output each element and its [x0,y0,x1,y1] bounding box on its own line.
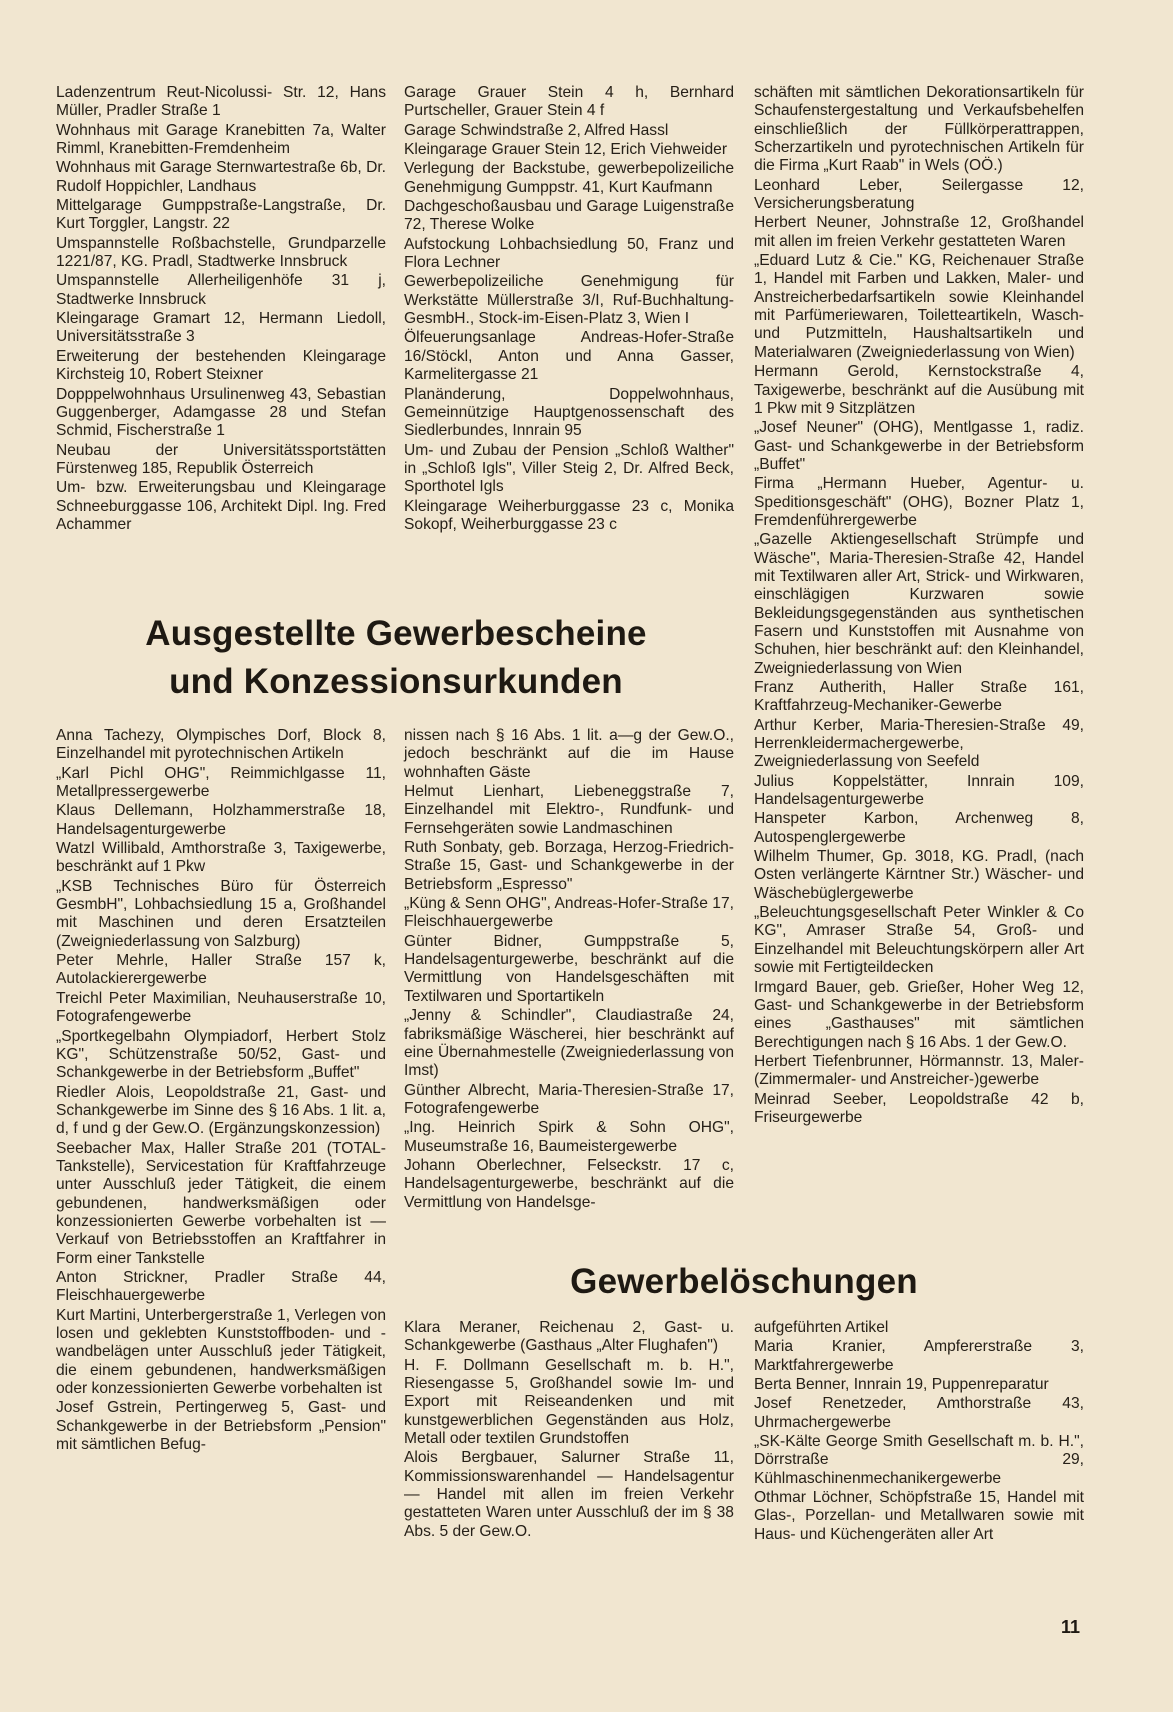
entry: „Ing. Heinrich Spirk & Sohn OHG", Museumstraße 16, Baumeistergewerbe [404,1119,734,1155]
entry: Leonhard Leber, Seilergasse 12, Versicherungsberatung [754,176,1084,213]
entry: Wilhelm Thumer, Gp. 3018, KG. Pradl, (nach Osten verlängerte Kärntner Str.) Wäscher- und Wäschebüglergewerbe [754,848,1084,902]
licences-column-1 [56,727,386,1455]
entry: Josef Gstrein, Pertingerweg 5, Gast- und Schankgewerbe in der Betriebsform „Pension" mit sämtlichen Befug- [56,1399,386,1454]
deletions-column-3 [754,1319,1084,1545]
entry: Kleingarage Grauer Stein 12, Erich Viehweider [404,141,728,159]
entry: „Karl Pichl OHG", Reimmichlgasse 11, Metallpressergewerbe [56,764,386,801]
entry: Berta Benner, Innrain 19, Puppenreparatur [754,1376,1049,1394]
entry: aufgeführten Artikel [754,1319,889,1336]
entry: Othmar Löchner, Schöpfstraße 15, Handel mit Glas-, Porzellan- und Metallwaren sowie mit Haus- und Küchengeräten aller Art [754,1489,1084,1543]
entry: Verlegung der Backstube, gewerbepolizeiliche Genehmigung Gumppstr. 41, Kurt Kaufmann [404,160,734,196]
entry: Ladenzentrum Reut-Nicolussi- Str. 12, Hans Müller, Pradler Straße 1 [56,84,386,120]
entry: Dopppelwohnhaus Ursulinenweg 43, Sebastian Guggenberger, Adamgasse 28 und Stefan Schmid, Fischerstraße 1 [56,385,386,440]
entry: Firma „Hermann Hueber, Agentur- u. Speditionsgeschäft" (OHG), Bozner Platz 1, Fremdenführergewerbe [754,475,1084,529]
entry: Wohnhaus mit Garage Sternwartestraße 6b, Dr. Rudolf Hoppichler, Landhaus [56,159,386,195]
entry: Neubau der Universitätssportstätten Fürstenweg 185, Republik Österreich [56,441,386,477]
page-number: 11 [1060,1617,1080,1637]
entry: Mittelgarage Gumppstraße-Langstraße, Dr. Kurt Torggler, Langstr. 22 [56,197,386,233]
entry: Umspannstelle Allerheiligenhöfe 31 j, Stadtwerke Innsbruck [56,272,386,308]
entry: Garage Schwindstraße 2, Alfred Hassl [404,121,669,139]
entry: „Sportkegelbahn Olympiadorf, Herbert Stolz KG", Schützenstraße 50/52, Gast- und Schankgewerbe in der Betriebsform „Buffet" [56,1027,386,1082]
entry: Kleingarage Weiherburggasse 23 c, Monika Sokopf, Weiherburggasse 23 c [404,497,734,533]
licences-column-2 [404,727,734,1213]
entry: Helmut Lienhart, Liebeneggstraße 7, Einzelhandel mit Elektro-, Rundfunk- und Fernsehgeräten sowie Landmaschinen [404,783,734,837]
entry: Meinrad Seeber, Leopoldstraße 42 b, Friseurgewerbe [754,1090,1084,1126]
entry: Garage Grauer Stein 4 h, Bernhard Purtscheller, Grauer Stein 4 f [404,84,734,120]
entry: „Eduard Lutz & Cie." KG, Reichenauer Straße 1, Handel mit Farben und Lakken, Maler- und Anstreicherbedarfsartikeln sowie Kleinhandel mit Parfümeriewaren, Toiletteartikeln, Wasch- und Putzmitteln, Haushaltsartikeln und Materialwaren (Zweigniederlassung von Wien) [754,252,1084,361]
permits-column-1 [56,84,386,535]
entry: Herbert Neuner, Johnstraße 12, Großhandel mit allen im freien Verkehr gestatteten Waren [754,214,1084,250]
entry: Maria Kranier, Ampfererstraße 3, Marktfahrergewerbe [754,1338,1084,1374]
entry: Treichl Peter Maximilian, Neuhauserstraße 10, Fotografengewerbe [56,989,386,1026]
entry: Watzl Willibald, Amthorstraße 3, Taxigewerbe, beschränkt auf 1 Pkw [56,840,386,876]
entry: Riedler Alois, Leopoldstraße 21, Gast- und Schankgewerbe im Sinne des § 16 Abs. 1 lit. a, d, f und g der Gew.O. (Ergänzungskonzession) [56,1083,386,1138]
entry: Seebacher Max, Haller Straße 201 (TOTAL-Tankstelle), Servicestation für Kraftfahrzeuge unter Ausschluß jeder Tätigkeit, die einem gebundenen, handwerksmäßigen oder konzessionierten Gewerbe vorbehalten ist — Verkauf von Betriebsstoffen an Kraftfahrer in Form einer Tankstelle [56,1139,386,1267]
entry: Um- bzw. Erweiterungsbau und Kleingarage Schneeburggasse 106, Architekt Dipl. Ing. Fred Achammer [56,479,386,533]
entry: „Küng & Senn OHG", Andreas-Hofer-Straße 17, Fleischhauergewerbe [404,895,734,931]
entry: „SK-Kälte George Smith Gesellschaft m. b. H.", Dörrstraße 29, Kühlmaschinenmechanikergewerbe [754,1433,1084,1487]
entry: Peter Mehrle, Haller Straße 157 k, Autolackierergewerbe [56,952,386,988]
entry: Franz Autherith, Haller Straße 161, Kraftfahrzeug-Mechaniker-Gewerbe [754,679,1084,715]
entry: „Josef Neuner" (OHG), Mentlgasse 1, radiz. Gast- und Schankgewerbe in der Betriebsform „Buffet" [754,419,1084,473]
entry: Josef Renetzeder, Amthorstraße 43, Uhrmachergewerbe [754,1395,1084,1431]
entry: Gewerbepolizeiliche Genehmigung für Werkstätte Müllerstraße 3/I, Ruf-Buchhaltung-GesmbH., Stock-im-Eisen-Platz 3, Wien I [404,273,734,328]
entry: nissen nach § 16 Abs. 1 lit. a—g der Gew.O., jedoch beschränkt auf die im Hause wohnhaften Gäste [404,727,734,781]
entry: Ölfeuerungsanlage Andreas-Hofer-Straße 16/Stöckl, Anton und Anna Gasser, Karmelitergasse 21 [404,329,734,384]
entry: „Jenny & Schindler", Claudiastraße 24, fabriksmäßige Wäscherei, hier beschränkt auf eine Übernahmestelle (Zweigniederlassung von Imst) [404,1007,734,1080]
entry: Günther Albrecht, Maria-Theresien-Straße 17, Fotografengewerbe [404,1081,734,1117]
heading-deletions: Gewerbelöschungen [570,1262,918,1301]
entry: Klara Meraner, Reichenau 2, Gast- u. Schankgewerbe (Gasthaus „Alter Flughafen") [404,1319,734,1355]
entry: Alois Bergbauer, Salurner Straße 11, Kommissionswarenhandel — Handelsagentur — Handel mit allen im freien Verkehr gestatteten Waren unter Ausschluß der im § 38 Abs. 5 der Gew.O. [404,1449,734,1540]
entry: Hermann Gerold, Kernstockstraße 4, Taxigewerbe, beschränkt auf die Ausübung mit 1 Pkw mit 9 Sitzplätzen [754,363,1084,417]
entry: Johann Oberlechner, Felseckstr. 17 c, Handelsagenturgewerbe, beschränkt auf die Vermittlung von Handelsge- [404,1156,734,1211]
entry: Anna Tachezy, Olympisches Dorf, Block 8, Einzelhandel mit pyrotechnischen Artikeln [56,727,386,763]
entry: H. F. Dollmann Gesellschaft m. b. H.", Riesengasse 5, Großhandel sowie Im- und Export mit Reiseandenken und mit kunstgewerblichen Gegenständen aus Holz, Metall oder textilen Grundstoffen [404,1356,734,1448]
entry: Kleingarage Gramart 12, Hermann Liedoll, Universitätsstraße 3 [56,310,386,346]
deletions-column-2 [404,1319,734,1542]
entry: Klaus Dellemann, Holzhammerstraße 18, Handelsagenturgewerbe [56,802,386,838]
entry: Herbert Tiefenbrunner, Hörmannstr. 13, Maler- (Zimmermaler- und Anstreicher-)gewerbe [754,1052,1084,1089]
entry: „KSB Technisches Büro für Österreich GesmbH", Lohbachsiedlung 15 a, Großhandel mit Maschinen und deren Ersatzteilen (Zweigniederlassung von Salzburg) [56,877,386,950]
entry: Um- und Zubau der Pension „Schloß Walther" in „Schloß Igls", Viller Steig 2, Dr. Alfred Beck, Sporthotel Igls [404,441,734,496]
entry: Julius Koppelstätter, Innrain 109, Handelsagenturgewerbe [754,772,1084,809]
entry: Günter Bidner, Gumppstraße 5, Handelsagenturgewerbe, beschränkt auf die Vermittlung von Handelsgeschäften mit Textilwaren und Sportartikeln [404,932,734,1005]
entry: Dachgeschoßausbau und Garage Luigenstraße 72, Therese Wolke [404,198,734,234]
entry: schäften mit sämtlichen Dekorationsartikeln für Schaufenstergestaltung und Verkaufsbehelfen einschließlich der Füllkörperattrappen, Scherzartikeln und pyrotechnischen Artikeln für die Firma „Kurt Raab" in Wels (OÖ.) [754,84,1084,175]
entry: Ruth Sonbaty, geb. Borzaga, Herzog-Friedrich-Straße 15, Gast- und Schankgewerbe in der Betriebsform „Espresso" [404,839,734,893]
entry: „Beleuchtungsgesellschaft Peter Winkler & Co KG", Amraser Straße 54, Groß- und Einzelhandel mit Beleuchtungskörpern aller Art sowie mit Fertigteildecken [754,904,1084,977]
entry: Arthur Kerber, Maria-Theresien-Straße 49, Herrenkleidermachergewerbe, Zweigniederlassung von Seefeld [754,716,1084,771]
entry: Planänderung, Doppelwohnhaus, Gemeinnützige Hauptgenossenschaft des Siedlerbundes, Innrain 95 [404,385,734,440]
entry: Umspannstelle Roßbachstelle, Grundparzelle 1221/87, KG. Pradl, Stadtwerke Innsbruck [56,234,386,271]
entry: Kurt Martini, Unterbergerstraße 1, Verlegen von losen und geklebten Kunststoffboden- und -wandbelägen unter Ausschluß jeder Tätigkeit, die einem gebundenen, handwerksmäßigen oder konzessionierten Gewerbe vorbehalten ist [56,1306,386,1398]
entry: Wohnhaus mit Garage Kranebitten 7a, Walter Rimml, Kranebitten-Fremdenheim [56,121,386,158]
entry: Irmgard Bauer, geb. Grießer, Hoher Weg 12, Gast- und Schankgewerbe in der Betriebsform eines „Gasthauses" mit sämtlichen Berechtigungen nach § 16 Abs. 1 der Gew.O. [754,978,1084,1051]
entry: Hanspeter Karbon, Archenweg 8, Autospenglergewerbe [754,810,1084,846]
entry: Anton Strickner, Pradler Straße 44, Fleischhauergewerbe [56,1268,386,1305]
entry: „Gazelle Aktiengesellschaft Strümpfe und Wäsche", Maria-Theresien-Straße 42, Handel mit Textilwaren aller Art, Strick- und Wirkwaren, einschlägigen Kurzwaren sowie Bekleidungsgegenständen aus synthetischen Fasern und Kunststoffen mit Ausnahme von Schuhen, hier beschränkt auf: den Kleinhandel, Zweigniederlassung von Wien [754,531,1084,677]
entry: Aufstockung Lohbachsiedlung 50, Franz und Flora Lechner [404,235,734,272]
heading-issued-licences: Ausgestellte Gewerbescheine und Konzessionsurkunden [145,614,647,701]
permits-column-2 [404,84,734,535]
licences-column-3 [754,84,1084,1128]
entry: Erweiterung der bestehenden Kleingarage Kirchsteig 10, Robert Steixner [56,347,386,384]
